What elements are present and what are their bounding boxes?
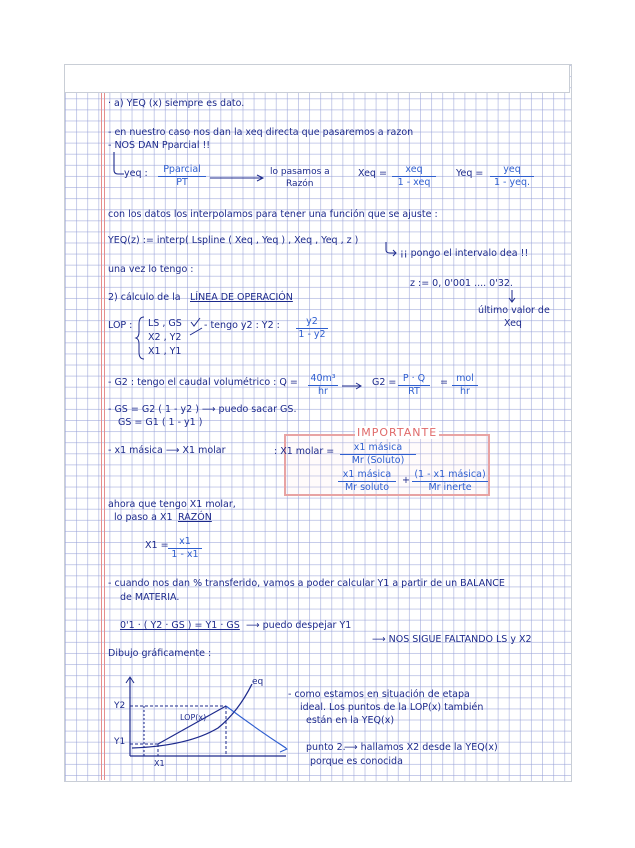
fraction-xeq (392, 164, 436, 189)
fraction-q-flow (308, 373, 338, 398)
fraction-denominator: 1 - xeq (397, 177, 431, 188)
comment-line-1: - como estamos en situación de etapa (288, 689, 470, 700)
fraction-masica-soluto (340, 442, 416, 467)
fraction-numerator: x1 másica (340, 442, 416, 455)
fraction-denominator: Mr (Soluto) (351, 455, 405, 466)
razon-underlined: RAZÓN (178, 512, 212, 523)
equals-sign: = (440, 377, 448, 388)
yeq-label: yeq : (124, 168, 148, 179)
yeq-equals-label: Yeq = (456, 168, 484, 179)
page-header-band (64, 64, 570, 93)
fraction-numerator: 40m³ (308, 373, 338, 386)
note-line-lo-paso: lo paso a X1 (114, 512, 173, 523)
fraction-denominator: Mr soluto (344, 482, 390, 493)
fraction-numerator: xeq (392, 164, 436, 177)
lop-row-x2-y2: X2 , Y2 (148, 332, 182, 343)
note-xeq: Xeq (504, 318, 522, 329)
graph-label-lop: LOP(x) (180, 713, 207, 722)
comment-punto-2: punto 2. (306, 742, 346, 753)
graph-label-y1: Y1 (114, 737, 126, 747)
fraction-numerator: yeq (490, 164, 534, 177)
fraction-denominator: RT (408, 386, 420, 397)
bent-arrow-icon (384, 242, 398, 258)
plus-sign: + (402, 475, 410, 486)
razon-label: Razón (286, 179, 314, 189)
fraction-numerator: x1 (168, 536, 202, 549)
x1-equals-label: X1 = (145, 540, 169, 551)
fraction-denominator: 1 - x1 (171, 549, 199, 560)
fraction-denominator: PT (176, 177, 188, 188)
comment-line-2: ideal. Los puntos de la LOP(x) también (300, 702, 484, 713)
note-line-interpolamos: con los datos los interpolamos para tener una función que se ajuste : (108, 209, 438, 220)
note-line-una-vez: una vez lo tengo : (108, 264, 194, 275)
note-line-gs-g2: - GS = G2 ( 1 - y2 ) ⟶ puedo sacar GS. (108, 404, 297, 415)
graph-label-eq: eq (252, 677, 264, 687)
fraction-numerator: (1 - x1 másica) (412, 469, 488, 482)
x1-molar-equals-label: : X1 molar = (274, 446, 335, 457)
section-2-heading-underlined: LÍNEA DE OPERACIÓN (190, 292, 293, 303)
note-sigue-faltando: ⟶ NOS SIGUE FALTANDO LS y X2 (372, 634, 532, 645)
fraction-denominator: hr (460, 386, 470, 397)
fraction-numerator: Pparcial (158, 164, 206, 177)
fraction-numerator: mol (452, 373, 478, 386)
note-line-transferido: - cuando nos dan % transferido, vamos a poder calcular Y1 a partir de un BALANCE (108, 578, 505, 589)
fraction-y2 (296, 316, 328, 341)
left-margin-column (64, 93, 102, 780)
note-line-interp-formula: YEQ(z) := interp( Lspline ( Xeq , Yeq ) , Xeq , Yeq , z ) (108, 235, 359, 246)
graph-label-x1: X1 (154, 759, 165, 768)
note-ultimo-valor: último valor de (478, 305, 550, 316)
red-margin-line-1 (101, 93, 102, 780)
callout-arrow-line (226, 706, 286, 748)
fraction-yeq (490, 164, 534, 189)
lop-row-ls-gs: LS , GS (148, 318, 182, 329)
g2-equals-label: G2 = (372, 377, 397, 388)
lop-label: LOP : (108, 320, 133, 331)
note-line-ahora: ahora que tengo X1 molar, (108, 499, 236, 510)
fraction-numerator: P · Q (398, 373, 430, 386)
fraction-denominator: 1 - y2 (298, 329, 326, 340)
fraction-pq-rt (398, 373, 430, 398)
fraction-masica-mr-soluto (338, 469, 396, 494)
importante-heading: IMPORTANTE (357, 426, 438, 439)
comment-line-3: están en la YEQ(x) (306, 715, 395, 726)
fraction-numerator: x1 másica (338, 469, 396, 482)
note-line-masica-molar: - x1 másica ⟶ X1 molar (108, 445, 226, 456)
note-line-materia: de MATERIA. (120, 592, 180, 603)
comment-hallamos-x2: ⟶ hallamos X2 desde la YEQ(x) (344, 742, 498, 753)
graph-label-y2: Y2 (114, 701, 126, 711)
xeq-equals-label: Xeq = (358, 168, 387, 179)
tengo-y2-label: - tengo y2 : Y2 : (204, 320, 280, 331)
curly-brace-icon (136, 316, 146, 360)
note-line-caudal: - G2 : tengo el caudal volumétrico : Q = (108, 377, 298, 388)
balance-equation: 0'1 · ( Y2 · GS ) = Y1 · GS (120, 620, 240, 631)
red-margin-line-2 (104, 93, 105, 780)
fraction-x1-razon (168, 536, 202, 561)
arrow-right-icon (210, 174, 266, 182)
fraction-mol-hr (452, 373, 478, 398)
lop-row-x1-y1: X1 , Y1 (148, 346, 182, 357)
fraction-denominator: 1 - yeq. (493, 177, 531, 188)
note-line-xeq-directa: - en nuestro caso nos dan la xeq directa que pasaremos a razon (108, 127, 414, 138)
note-despejar: ⟶ puedo despejar Y1 (246, 620, 352, 631)
callout-arrow-head (280, 744, 287, 752)
fraction-pparcial-pt (158, 164, 206, 189)
fraction-inerte (412, 469, 488, 494)
arrow-down-icon (508, 290, 516, 304)
pasamos-a-label: lo pasamos a (270, 167, 330, 177)
comment-conocida: porque es conocida (310, 756, 403, 767)
note-line-pparcial: - NOS DAN Pparcial !! (108, 140, 211, 151)
section-2-heading: 2) cálculo de la (108, 292, 181, 303)
fraction-denominator: hr (318, 386, 328, 397)
note-line-yeq-dato: · a) YEQ (x) siempre es dato. (108, 98, 245, 109)
fraction-numerator: y2 (296, 316, 328, 329)
arrow-right-icon (342, 382, 364, 390)
fraction-denominator: Mr inerte (428, 482, 472, 493)
z-range-definition: z := 0, 0'001 .... 0'32. (410, 278, 513, 289)
note-dibujo: Dibujo gráficamente : (108, 648, 212, 659)
note-intervalo: ¡¡ pongo el intervalo dea !! (400, 248, 529, 259)
note-line-gs-g1: GS = G1 ( 1 - y1 ) (118, 417, 203, 428)
